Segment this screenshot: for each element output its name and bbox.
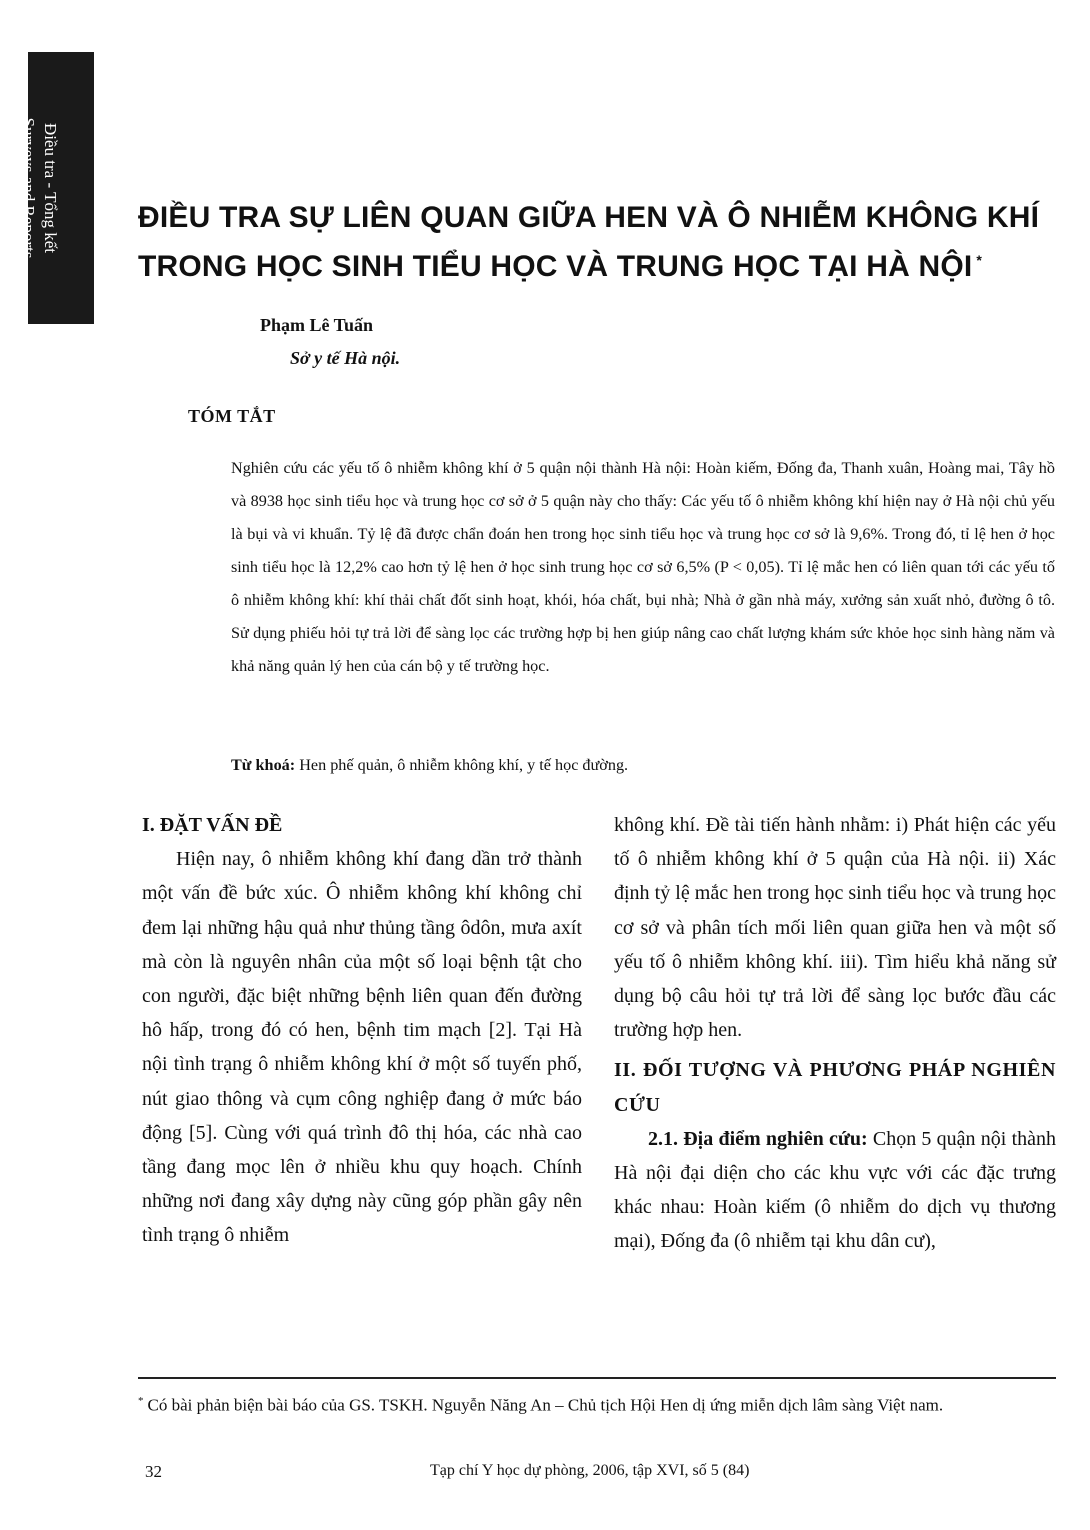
journal-citation: Tạp chí Y học dự phòng, 2006, tập XVI, số 5 (84) <box>430 1462 750 1479</box>
footnote-marker: * <box>138 1395 144 1407</box>
keywords <box>231 750 1055 780</box>
right-column <box>614 808 1056 1259</box>
author-name: Phạm Lê Tuấn <box>260 315 374 335</box>
section-2-1-paragraph <box>614 1122 1056 1259</box>
section-side-tab-label <box>5 52 61 324</box>
abstract-body <box>231 452 1055 683</box>
left-column <box>142 808 582 1253</box>
section-2-1-text: Chọn 5 quận nội thành Hà nội đại diện cho các khu vực với các đặc trưng khác nhau: Hoàn kiếm (ô nhiễm do dịch vụ thương mại), Đống đa (ô nhiễm tại khu dân cư), <box>614 1127 1056 1253</box>
article-title <box>138 197 1038 288</box>
side-tab-line-english: Surveys and Reports <box>19 117 38 259</box>
section-1-heading: I. ĐẶT VẤN ĐỀ <box>142 814 283 836</box>
author-affiliation: Sở y tế Hà nội. <box>290 348 401 368</box>
footnote-divider <box>138 1377 1056 1379</box>
keywords-label: Từ khoá: <box>231 756 296 774</box>
page-number: 32 <box>145 1462 162 1481</box>
keywords-text: Hen phế quản, ô nhiễm không khí, y tế học đường. <box>299 756 629 774</box>
abstract-heading: TÓM TẮT <box>188 406 276 426</box>
title-footnote-marker: * <box>976 252 983 268</box>
section-2-1-label: 2.1. Địa điểm nghiên cứu: <box>648 1127 868 1150</box>
title-line-1: ĐIỀU TRA SỰ LIÊN QUAN GIỮA HEN VÀ Ô NHIỄM KHÔNG KHÍ <box>138 201 1040 234</box>
section-1-paragraph-right: không khí. Đề tài tiến hành nhằm: i) Phát hiện các yếu tố ô nhiễm không khí ở 5 quận của Hà nội. ii) Xác định tỷ lệ mắc hen trong học sinh tiểu học và trung học cơ sở và phân tích mối liên quan giữa hen và một số yếu tố ô nhiễm không khí. iii). Tìm hiểu khả năng sử dụng bộ câu hỏi tự trả lời để sàng lọc bước đầu các trường hợp hen. <box>614 814 1056 1042</box>
abstract-text: Nghiên cứu các yếu tố ô nhiễm không khí ở 5 quận nội thành Hà nội: Hoàn kiếm, Đống đa, Thanh xuân, Hoàng mai, Tây hồ và 8938 học sinh tiểu học và trung học cơ sở ở 5 quận này cho thấy: Các yếu tố ô nhiễm không khí hiện nay ở Hà nội chủ yếu là bụi và vi khuẩn. Tỷ lệ đã được chẩn đoán hen trong học sinh tiểu học và trung học cơ sở là 9,6%. Trong đó, tỉ lệ hen ở học sinh tiểu học là 12,2% cao hơn tỷ lệ hen ở học sinh trung học cơ sở 6,5% (P < 0,05). Tỉ lệ mắc hen có liên quan tới các yếu tố ô nhiễm không khí: khí thải chất đốt sinh hoạt, khói, hóa chất, bụi nhà; Nhà ở gần nhà máy, xưởng sản xuất nhỏ, đường ô tô. Sử dụng phiếu hỏi tự trả lời để sàng lọc các trường hợp bị hen giúp nâng cao chất lượng khám sức khỏe học sinh hàng năm và khả năng quản lý hen của cán bộ y tế trường học. <box>231 459 1055 675</box>
section-1-paragraph-left: Hiện nay, ô nhiễm không khí đang dần trở thành một vấn đề bức xúc. Ô nhiễm không khí không chỉ đem lại những hậu quả như thủng tầng ôdôn, mưa axít mà còn là nguyên nhân của một số loại bệnh tật cho con người, đặc biệt những bệnh liên quan đến đường hô hấp, trong đó có hen, bệnh tim mạch [2]. Tại Hà nội tình trạng ô nhiễm không khí ở một số tuyến phố, nút giao thông và cụm công nghiệp đang ở mức báo động [5]. Cùng với quá trình đô thị hóa, các nhà cao tầng đang mọc lên ở nhiều khu quy hoạch. Chính những nơi đang xây dựng này cũng góp phần gây nên tình trạng ô nhiễm <box>142 848 582 1247</box>
footnote <box>138 1386 1056 1421</box>
side-tab-line-vietnamese: Điều tra - Tổng kết <box>41 123 60 253</box>
footnote-text: Có bài phản biện bài báo của GS. TSKH. Nguyễn Năng An – Chủ tịch Hội Hen dị ứng miễn dịch lâm sàng Việt nam. <box>147 1395 944 1415</box>
title-line-2 <box>138 239 1038 288</box>
title-line-2-text: TRONG HỌC SINH TIỂU HỌC VÀ TRUNG HỌC TẠI HÀ NỘI <box>138 250 973 283</box>
section-2-heading: II. ĐỐI TƯỢNG VÀ PHƯƠNG PHÁP NGHIÊN CỨU <box>614 1059 1056 1116</box>
